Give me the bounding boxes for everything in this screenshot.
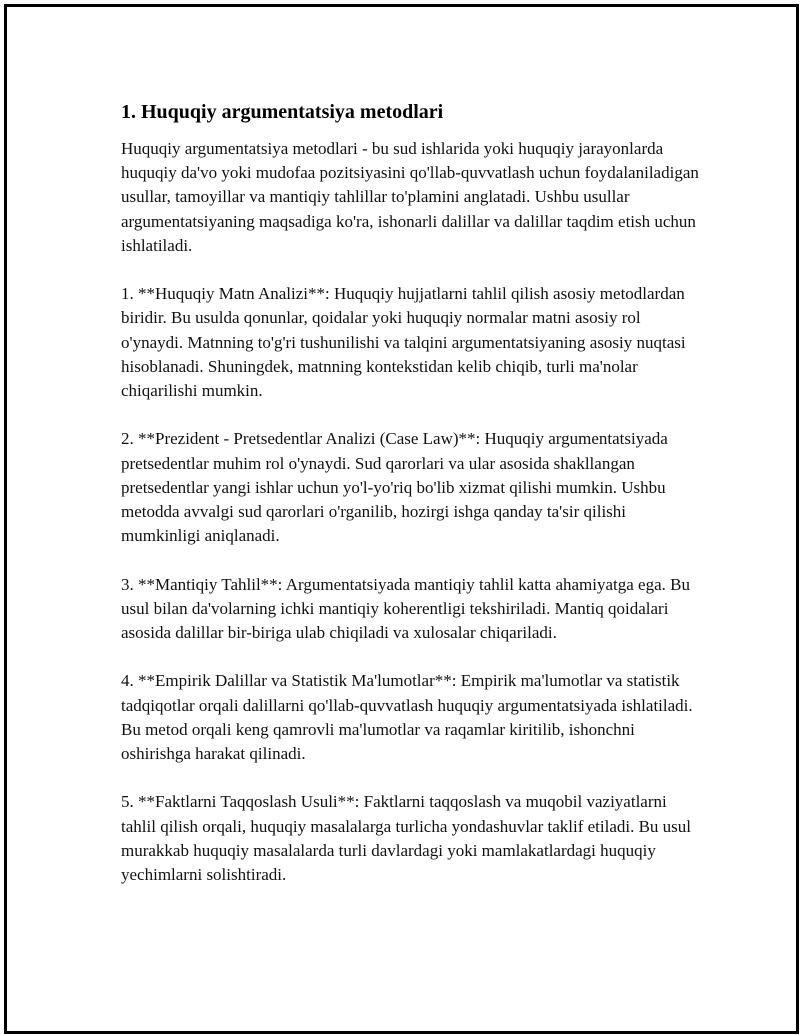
document-title: 1. Huquqiy argumentatsiya metodlari [121,101,444,123]
intro-paragraph: Huquqiy argumentatsiya metodlari - bu sud ishlarida yoki huquqiy jarayonlarda huquqiy da'vo yoki mudofaa pozitsiyasini qo'llab-quvvatlash uchun foydalaniladigan usullar, tamoyillar va mantiqiy tahlillar to'plamini anglatadi. Ushbu usullar argumentatsiyaning maqsadiga ko'ra, ishonarli dalillar va dalillar taqdim etish uchun ishlatiladi. [121,139,699,255]
page-frame [4,4,799,1034]
method-paragraph-3: 3. **Mantiqiy Tahlil**: Argumentatsiyada mantiqiy tahlil katta ahamiyatga ega. Bu usul bilan da'volarning ichki mantiqiy koherentligi tekshiriladi. Mantiq qoidalari asosida dalillar bir-biriga ulab chiqiladi va xulosalar chiqariladi. [121,574,690,643]
method-paragraph-1: 1. **Huquqiy Matn Analizi**: Huquqiy hujjatlarni tahlil qilish asosiy metodlardan biridir. Bu usulda qonunlar, qoidalar yoki huquqiy normalar matni asosiy rol o'ynaydi. Matnning to'g'ri tushunilishi va talqini argumentatsiyaning asosiy nuqtasi hisoblanadi. Shuningdek, matnning kontekstidan kelib chiqib, turli ma'nolar chiqarilishi mumkin. [121,284,686,401]
document-body [121,99,701,887]
method-paragraph-4: 4. **Empirik Dalillar va Statistik Ma'lumotlar**: Empirik ma'lumotlar va statistik tadqiqotlar orqali dalillarni qo'llab-quvvatlash huquqiy argumentatsiyada ishlatiladi. Bu metod orqali keng qamrovli ma'lumotlar va raqamlar kiritilib, ishonchni oshirishga harakat qilinadi. [121,671,693,764]
method-paragraph-5: 5. **Faktlarni Taqqoslash Usuli**: Faktlarni taqqoslash va muqobil vaziyatlarni tahlil qilish orqali, huquqiy masalalarga turlicha yondashuvlar taklif etiladi. Bu usul murakkab huquqiy masalalarda turli davlardagi yoki mamlakatlardagi huquqiy yechimlarni solishtiradi. [121,792,692,885]
method-paragraph-2: 2. **Prezident - Pretsedentlar Analizi (Case Law)**: Huquqiy argumentatsiyada pretsedentlar muhim rol o'ynaydi. Sud qarorlari va ular asosida shakllangan pretsedentlar yangi ishlar uchun yo'l-yo'riq bo'lib xizmat qilishi mumkin. Ushbu metodda avvalgi sud qarorlari o'rganilib, hozirgi ishga qanday ta'sir qilishi mumkinligi aniqlanadi. [121,429,668,546]
